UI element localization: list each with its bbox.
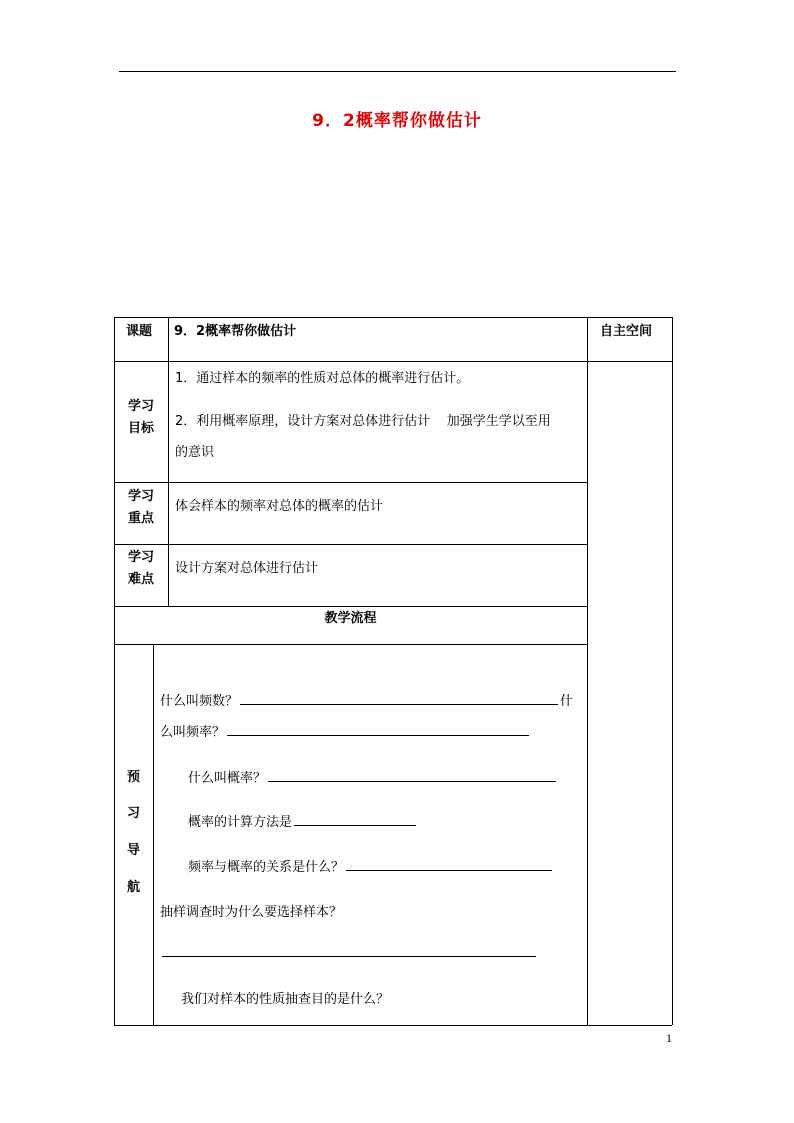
table-rule [114, 544, 587, 545]
question-frequency-count [160, 690, 573, 709]
table-rule [114, 361, 672, 362]
topic-label: 课题 [126, 324, 153, 339]
flow-header: 教学流程 [324, 611, 377, 626]
page-number: 1 [666, 1031, 672, 1045]
preview-label-char: 预 [126, 770, 140, 785]
key-label [114, 486, 168, 530]
key-label-line2: 重点 [127, 511, 154, 526]
answer-blank[interactable] [294, 816, 416, 826]
preview-label-char: 导 [126, 843, 140, 858]
question-text: 频率与概率的关系是什么？ [188, 860, 345, 875]
goal-item-2-cont: 的意识 [175, 445, 215, 460]
table-border-bottom [114, 1025, 672, 1026]
question-text: 么叫频率？ [160, 725, 226, 740]
answer-blank[interactable] [268, 772, 556, 782]
question-purpose: 我们对样本的性质抽查目的是什么？ [181, 992, 390, 1007]
answer-blank[interactable] [162, 947, 536, 957]
topic-value: 9．2概率帮你做估计 [174, 324, 297, 339]
answer-blank[interactable] [346, 861, 552, 871]
answer-line-why-sample [160, 946, 538, 961]
question-calc-method [188, 811, 418, 830]
document-title: 9．2概率帮你做估计 [312, 111, 482, 131]
difficult-value: 设计方案对总体进行估计 [175, 561, 319, 576]
answer-blank[interactable] [240, 695, 558, 705]
table-rule [153, 644, 154, 1025]
answer-blank[interactable] [227, 726, 529, 736]
difficult-label-line2: 难点 [127, 572, 154, 587]
question-text: 概率的计算方法是 [188, 815, 293, 830]
table-rule [114, 482, 587, 483]
question-frequency-rate [160, 721, 531, 740]
difficult-label [114, 547, 168, 591]
question-text: 什 [560, 694, 574, 709]
table-border-top [114, 317, 672, 318]
key-label-line1: 学习 [127, 489, 154, 504]
goals-label-line2: 目标 [127, 421, 154, 436]
preview-label-char: 航 [126, 880, 140, 895]
difficult-label-line1: 学习 [127, 550, 154, 565]
question-why-sample: 抽样调查时为什么要选择样本？ [160, 905, 343, 920]
table-rule [114, 644, 587, 645]
table-rule [168, 317, 169, 606]
goals-label [114, 396, 168, 440]
goal-item-2: 2．利用概率原理，设计方案对总体进行估计 加强学生学以至用 [175, 414, 551, 429]
table-border-right [672, 317, 673, 1025]
question-text: 什么叫频数？ [160, 694, 239, 709]
question-text: 什么叫概率？ [188, 771, 267, 786]
side-column-header: 自主空间 [600, 324, 653, 339]
goals-label-line1: 学习 [127, 399, 154, 414]
question-probability [188, 767, 558, 786]
table-rule [587, 317, 588, 1025]
question-relationship [188, 856, 554, 875]
header-rule [119, 71, 676, 72]
goal-item-1: 1．通过样本的频率的性质对总体的概率进行估计。 [175, 371, 470, 386]
key-value: 体会样本的频率对总体的概率的估计 [175, 499, 384, 514]
preview-label-char: 习 [126, 806, 140, 821]
table-rule [114, 606, 587, 607]
